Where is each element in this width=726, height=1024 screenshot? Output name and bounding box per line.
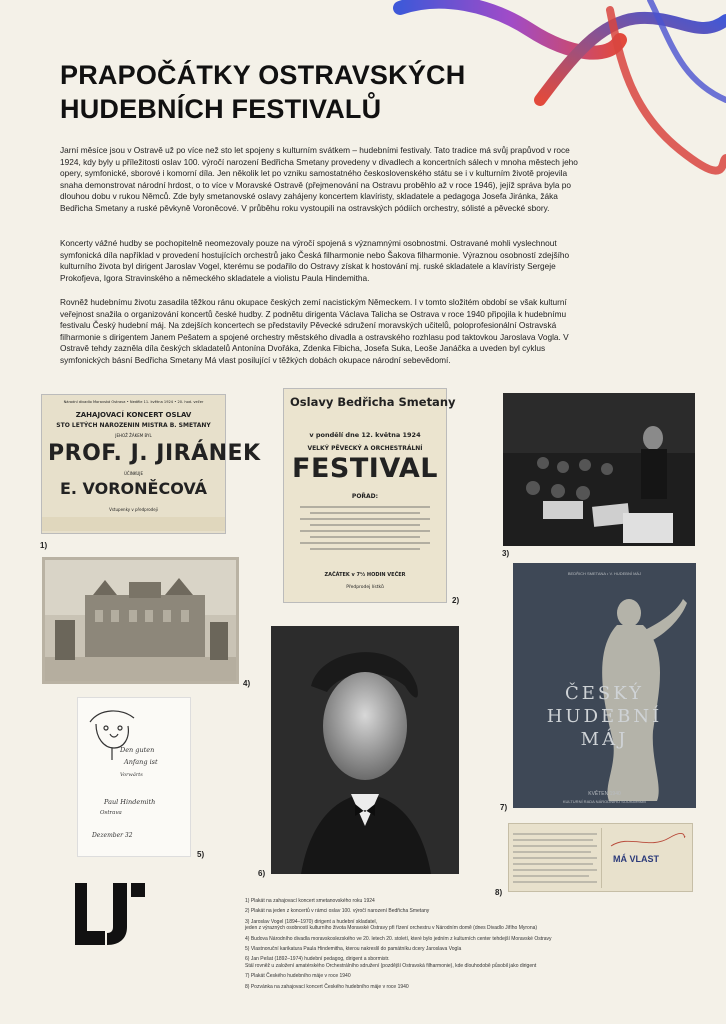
label-4: 4): [243, 679, 251, 688]
caption-6: 6) Jan Pešat (1892–1974) hudební pedagog, dirigent a sbormistr. Stál rovněž u založení amatérského Orchestrálního sdružení (pozdější Ostravská filharmonie), kde dlouhodobě působil jako dirigent: [245, 956, 537, 969]
invitation-handwriting: [609, 832, 687, 852]
label-1: 1): [40, 541, 48, 550]
poster1-name-jiranek: PROF. J. JIRÁNEK: [48, 441, 261, 466]
poster7-word-1: ČESKÝ: [564, 683, 645, 704]
poster-jiranek-image: [41, 394, 261, 534]
poster1-line-1: ZAHAJOVACÍ KONCERT OSLAV: [75, 411, 192, 419]
caption-8: 8) Pozvánka na zahajovací koncert Českého hudebního máje v roce 1940: [245, 983, 409, 990]
caricature-line-5: Ostrava: [100, 810, 122, 816]
poster-festival-image: [283, 388, 456, 603]
poster1-bottom-line: Vstupenky v předprodeji: [109, 507, 158, 512]
poster7-date: KVĚTEN 1940: [588, 791, 621, 797]
label-2: 2): [452, 596, 460, 605]
caption-7: 7) Plakát Českého hudebního máje v roce 1940: [245, 973, 351, 980]
poster2-presale: Předprodej lístků: [346, 585, 384, 590]
paragraph-1: Jarní měsíce jsou v Ostravě už po více než sto let spojeny s kulturním svátkem – hudebními festivaly. Tato tradice má svůj prapůvod v roce 1924, kdy byly u příležitosti oslav 100. výročí narození Bedřicha Smetany provedeny v divadlech a koncertních sálech v mnoha městech jeho opery, symfonické, sborové i komorní díla. Jen několik let po vzniku samostatného československého státu se i v kulturním životě projevila snaha demonstrovat národní hrdost, o to více v Moravské Ostravě (přejmenování na Ostravu proběhlo až v roce 1946), jejíž správa byla po dlouhou dobu v rukou Němců. Zde byly smetanovské oslavy zahájeny koncertem klavíristy, skladatele a pedagoga Josefa Jiránka, žáka Bedřicha Smetany a ruské pěvkyně Voroněcové. V průběhu roku vystoupili na ostravských pódiích orchestry, sólisté a pěvecké sbory.: [60, 145, 578, 213]
poster2-program-lines: [300, 503, 430, 553]
poster1-line-4: ÚČINKUJE: [123, 471, 144, 476]
theatre-illustration: [45, 560, 236, 681]
orchestra-illustration: [503, 393, 695, 546]
label-7: 7): [500, 803, 508, 812]
invitation-ma-vlast: [508, 823, 693, 892]
photo-jan-pesat-portrait: [271, 626, 459, 874]
caption-list: [245, 898, 665, 994]
caption-2: 2) Plakát na jeden z koncertů v rámci oslav 100. výročí narození Bedřicha Smetany: [245, 908, 430, 915]
caricature-drawing: [82, 704, 142, 764]
invitation-title: MÁ VLAST: [613, 854, 659, 864]
label-8: 8): [495, 888, 503, 897]
poster-cesky-hudebni-maj: [513, 563, 696, 808]
paragraph-3: Rovněž hudebnímu životu zasadila těžkou ránu okupace českých zemí nacistickým Německem. I v tomto složitém období se však kulturní veřejnost snažila o organizování koncertů české hudby. Z podnětu dirigenta Václava Talicha se Ostrava v roce 1940 připojila k hudebnímu festivalu Český hudební máj. Na zdejších koncertech se představily Pěvecké sdružení moravských učitelů, poloprofesionální Ostravská filharmonie s dirigentem Janem Pešatem a spojené orchestry městského divadla a ostravského rozhlasu pod taktovkou Jaroslava Vogla. V Ostravě tehdy zazněla díla českých skladatelů Antonína Dvořáka, Zdenka Fibicha, Josefa Suka, Leoše Janáčka a uveden byl cyklus symfonických básní Bedřicha Smetany Má vlast posilující v těžkých dobách okupace národní sebevědomí.: [60, 297, 569, 365]
title-line-2: HUDEBNÍCH FESTIVALŮ: [60, 94, 382, 124]
poster2-subtitle: VELKÝ PĚVECKÝ A ORCHESTRÁLNÍ: [307, 445, 423, 452]
caricature-line-2: Anfang ist: [124, 758, 158, 766]
poster7-top: BEDŘICH SMETANA • V. HUDEBNÍ MÁJ: [567, 571, 642, 576]
page-title: [60, 58, 530, 126]
poster1-top-line: Národní divadlo Moravská Ostrava • Neděle 11. května 1924 • 20. hod. večer: [63, 400, 204, 404]
poster7-org: KULTURNÍ RADA NÁRODNÍHO SOUručenství: [562, 799, 647, 804]
caricature-line-3: Vorwärts: [120, 772, 143, 778]
poster7-word-3: MÁJ: [580, 729, 629, 750]
caption-1: 1) Plakát na zahajovací koncert smetanovského roku 1924: [245, 898, 375, 904]
poster1-line-2: STO LETÝCH NAROZENIN MISTRA B. SMETANY: [56, 422, 211, 429]
label-6: 6): [258, 869, 266, 878]
caricature-hindemith: [77, 697, 191, 857]
caricature-line-1: Den guten: [120, 746, 155, 754]
caption-5: 5) Vlastnoruční karikatura Paula Hindemitha, kterou nakreslil do památníku dcery Jaroslava Vogla: [245, 946, 462, 953]
label-5: 5): [197, 850, 205, 859]
title-line-1: PRAPOČÁTKY OSTRAVSKÝCH: [60, 60, 466, 90]
caricature-line-6: Dezember 32: [92, 832, 133, 839]
paragraph-2: Koncerty vážné hudby se pochopitelně neomezovaly pouze na výročí spojená s významnými osobnostmi. Ostravané mohli vyslechnout symfonická díla například v provedení hostujících orchestrů jako Česká filharmonie nebo Šakova filharmonie. Výraznou osobností zdejšího kulturního života byl dirigent Jaroslav Vogel, kterému se podařilo do Ostravy získat k hostování mj. ruské skladatele a klavíristy Sergeje Prokofjeva, Igora Stravinského a německého skladatele a violistu Paula Hindemitha.: [60, 238, 570, 283]
poster2-header: Oslavy Bedřicha Smetany: [290, 395, 456, 409]
poster2-program: POŘAD:: [351, 493, 379, 500]
photo-theatre-building: [42, 557, 239, 684]
poster2-date: v pondělí dne 12. května 1924: [309, 431, 421, 439]
poster2-festival: FESTIVAL: [292, 453, 438, 484]
photo-vogel-conducting: [503, 393, 695, 546]
invitation-left-text-lines: [513, 830, 597, 886]
poster2-start-time: ZAČÁTEK v 7½ HODIN VEČER: [324, 572, 406, 578]
poster1-name-voronecova: E. VORONĚCOVÁ: [59, 479, 208, 498]
caricature-line-4: Paul Hindemith: [104, 798, 156, 806]
poster7-word-2: HUDEBNÍ: [546, 706, 663, 727]
institution-logo: [75, 883, 145, 945]
caption-3: 3) Jaroslav Vogel (1894–1970) dirigent a hudební skladatel, jeden z výrazných osobností kulturního života Moravské Ostravy při řízení orchestru v Národním domě (dnes Divadlo Jiřího Myrona): [245, 918, 538, 932]
caption-4: 4) Budova Národního divadla moravskoslezského ve 20. letech 20. století, které bylo jedním z kulturních center tehdejší Moravské Ostravy: [245, 935, 552, 942]
label-3: 3): [502, 549, 510, 558]
portrait-illustration: [271, 626, 459, 874]
poster1-line-3: JEHOŽ ŽÁKEM BYL: [115, 433, 152, 438]
